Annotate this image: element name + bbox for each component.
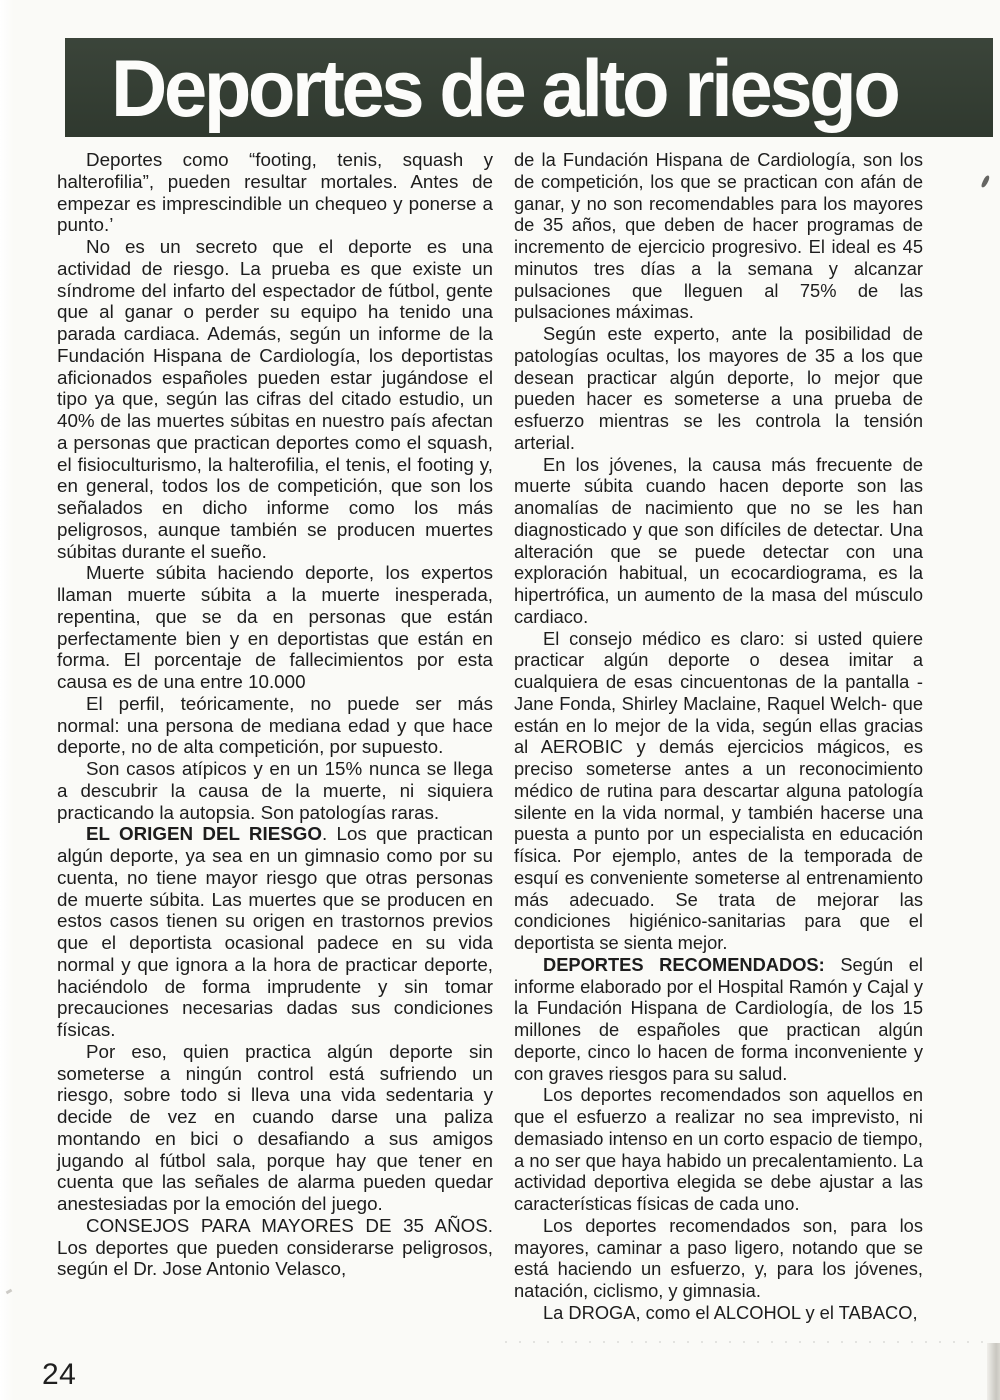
paragraph: La DROGA, como el ALCOHOL y el TABACO,: [543, 1301, 918, 1323]
paragraph: CONSEJOS PARA MAYORES DE 35 AÑOS. Los deportes que pueden considerarse peligrosos, según el Dr. Jose Antonio Velasco,: [57, 1214, 493, 1280]
page-edge-shading: [0, 0, 14, 1400]
scan-artifact-mark: [981, 175, 991, 189]
paragraph: de la Fundación Hispana de Cardiología, son los de competición, los que se practican con afán de ganar, y no son recomendables para los mayores de 35 años, que deben de hacer programas de incremento de ejercicio progresivo. El ideal es 45 minutos tres días a la semana y alcanzar pulsaciones que lleguen al 75% de las pulsaciones máximas.: [514, 149, 923, 323]
article-column-right: [514, 149, 923, 1324]
paragraph: No es un secreto que el deporte es una actividad de riesgo. La prueba es que existe un síndrome del infarto del espectador de fútbol, gente que al ganar o perder su equipo ha tenido una parada cardiaca. Además, según un informe de la Fundación Hispana de Cardiología, los deportistas aficionados españoles pueden estar jugándose el tipo ya que, según las cifras del citado estudio, un 40% de las muertes súbitas en nuestro país afectan a personas que practican deportes como el squash, el fisioculturismo, la halterofilia, el tenis, el footing y, en general, todos los de competición, que son los señalados en dicho informe como los más peligrosos, aunque también se producen muertes súbitas durante el sueño.: [57, 236, 493, 562]
article-column-left: [57, 149, 493, 1324]
paragraph: Son casos atípicos y en un 15% nunca se llega a descubrir la causa de la muerte, ni siquiera practicando la autopsia. Son patologías raras.: [57, 758, 493, 823]
title-banner: [65, 38, 993, 137]
paragraph: El perfil, teóricamente, no puede ser más normal: una persona de mediana edad y que hace deporte, no de alta competición, por supuesto.: [57, 692, 493, 758]
paragraph: DEPORTES RECOMENDADOS: Según el informe elaborado por el Hospital Ramón y Cajal y la Fundación Hispana de Cardiología, de los 15 millones de españoles que practican algún deporte, cinco lo hacen de forma inconveniente y con graves riesgos para su salud.: [514, 953, 923, 1084]
paragraph: El consejo médico es claro: si usted quiere practicar algún deporte o desea imitar a cualquiera de esas cincuentonas de la pantalla - Jane Fonda, Shirley Maclaine, Raquel Welch- que están en lo mejor de la vida, según ellas gracias al AEROBIC y demás ejercicios mágicos, es preciso someterse antes a un reconocimiento médico de rutina para descartar alguna patología silente en la vida normal, y también hacerse una puesta a punto por un especialista en educación física. Por ejemplo, antes de la temporada de esquí es conveniente someterse al entrenamiento más adecuado. Se trata de mejorar las condiciones higiénico-sanitarias para que el deportista se sienta mejor.: [514, 627, 923, 953]
paragraph-lead: DEPORTES RECOMENDADOS:: [543, 953, 825, 975]
paragraph: Los deportes recomendados son aquellos en que el esfuerzo a realizar no sea imprevisto, ni demasiado intenso en un corto espacio de tiempo, a no ser que haya habido un precalentamiento. La actividad deportiva elegida se debe ajustar a las características físicas de cada uno.: [514, 1084, 923, 1214]
paragraph: En los jóvenes, la causa más frecuente de muerte súbita cuando hacen deporte son las anomalías de nacimiento que no se les han diagnosticado y que son difíciles de detectar. Una alteración que se puede detectar con una exploración habitual, un ecocardiograma, es la hipertrófica, un aumento de la masa del músculo cardiaco.: [514, 453, 923, 627]
paragraph: Deportes como “footing, tenis, squash y halterofilia”, pueden resultar mortales. Antes de empezar es imprescindible un chequeo y ponerse a punto.’: [57, 149, 493, 236]
scan-artifact-dust-line: [505, 1341, 993, 1343]
page-title: Deportes de alto riesgo: [111, 42, 898, 134]
scan-artifact-edge-strip: [987, 1343, 1000, 1400]
article-body: [57, 149, 923, 1324]
paragraph: Muerte súbita haciendo deporte, los expertos llaman muerte súbita a la muerte inesperada, repentina, que se da en personas que están perfectamente bien y en deportistas que están en forma. El porcentaje de fallecimientos por esta causa es de una entre 10.000: [57, 562, 493, 692]
paragraph-lead: EL ORIGEN DEL RIESGO: [86, 823, 322, 845]
paragraph: Los deportes recomendados son, para los mayores, caminar a paso ligero, notando que se está haciendo un esfuerzo, y, para los jóvenes, natación, ciclismo, y gimnasia.: [514, 1214, 923, 1301]
paragraph: EL ORIGEN DEL RIESGO. Los que practican algún deporte, ya sea en un gimnasio como por su cuenta, no tiene mayor riesgo que otras personas de muerte súbita. Las muertes que se producen en estos casos tienen su origen en trastornos previos que el deportista ocasional padece en su vida normal y que ignora a la hora de practicar deporte, haciéndolo de forma imprudente y sin tomar precauciones necesarias dadas sus condiciones físicas.: [57, 823, 493, 1040]
page-number: 24: [42, 1358, 77, 1391]
paragraph: Según este experto, ante la posibilidad de patologías ocultas, los mayores de 35 a los que desean practicar algún deporte, lo mejor que pueden hacer es someterse a una prueba de esfuerzo mientras se les controla la tensión arterial.: [514, 323, 923, 453]
paragraph: Por eso, quien practica algún deporte sin someterse a ningún control está sufriendo un riesgo, sobre todo si lleva una vida sedentaria y decide de vez en cuando darse una paliza montando en bici o desafiando a sus amigos jugando al fútbol sala, porque hay que tener en cuenta que las señales de alarma pueden quedar anestesiadas por la emoción del juego.: [57, 1040, 493, 1214]
